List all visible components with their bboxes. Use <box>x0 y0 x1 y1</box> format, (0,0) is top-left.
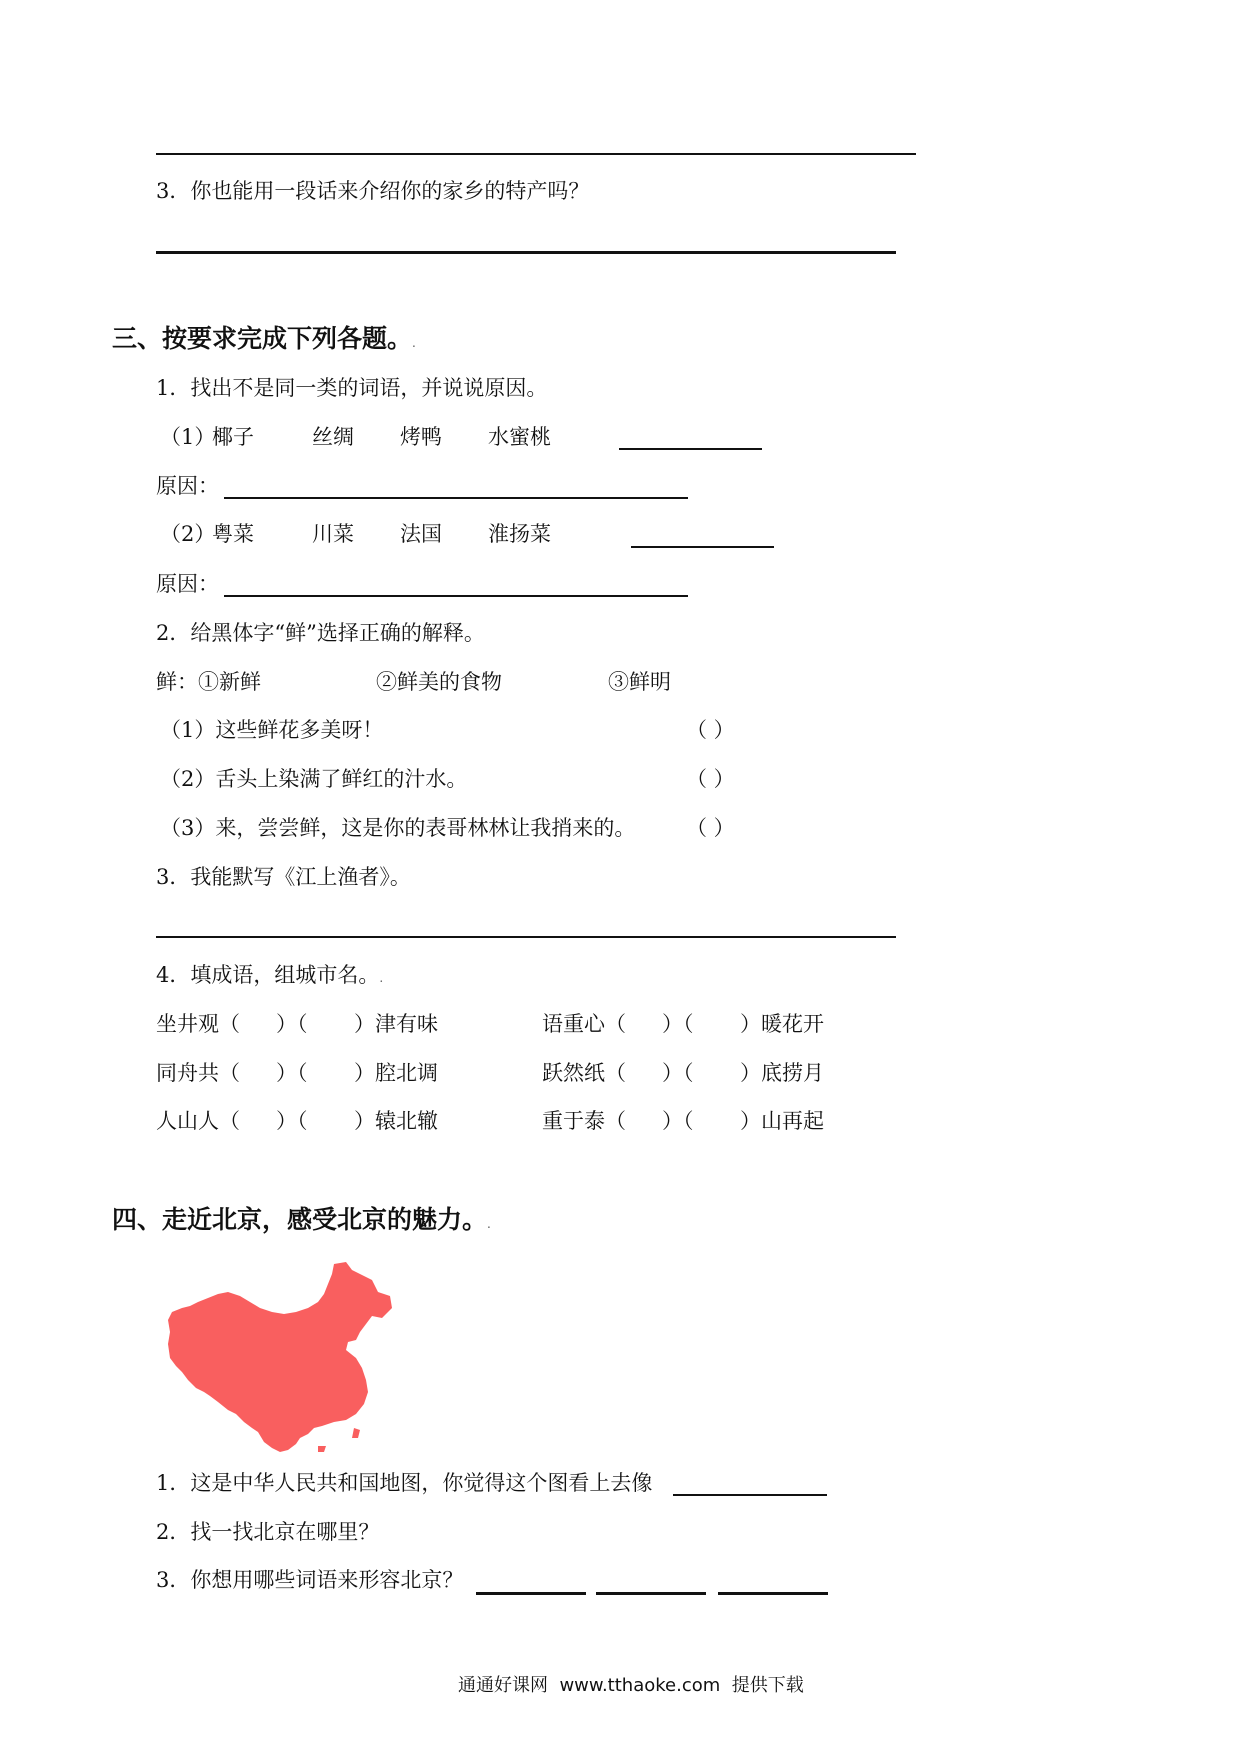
s3-q1-row2-word: 淮扬菜 <box>488 522 551 546</box>
s3-q2-answer-paren[interactable]: （ ） <box>686 718 735 742</box>
s3-q1-row1-answer-line[interactable] <box>619 448 762 450</box>
footer-text: 通通好课网 www.tthaoke.com 提供下载 <box>458 1675 804 1696</box>
s3-q2-prompt: 2．给黑体字“鲜”选择正确的解释。 <box>156 621 485 645</box>
idiom-left: ）腔北调 <box>354 1061 438 1085</box>
s4-q3-answer-line-1[interactable] <box>476 1592 586 1595</box>
reason-line-1[interactable] <box>224 497 688 499</box>
china-map-shape <box>168 1262 392 1452</box>
idiom-right[interactable]: ）（ <box>662 1109 694 1133</box>
s3-q3-prompt: 3．我能默写《江上渔者》。 <box>156 865 411 889</box>
s3-q1-row1-word: 烤鸭 <box>400 425 442 449</box>
idiom-right: 跃然纸（ <box>542 1061 626 1085</box>
idiom-left: ）津有味 <box>354 1012 438 1036</box>
s3-q2-answer-paren[interactable]: （ ） <box>686 816 735 840</box>
s3-q2-sentence: （2）舌头上染满了鲜红的汁水。 <box>160 767 468 791</box>
idiom-right: 语重心（ <box>542 1012 626 1036</box>
idiom-left: 同舟共（ <box>156 1061 240 1085</box>
s3-q2-option: ③鲜明 <box>608 670 671 694</box>
idiom-left[interactable]: ）（ <box>276 1109 308 1133</box>
idiom-right: 重于泰（ <box>542 1109 626 1133</box>
idiom-left: 坐井观（ <box>156 1012 240 1036</box>
idiom-right: ）山再起 <box>740 1109 824 1133</box>
s3-q4-prompt: 4．填成语，组城市名。. <box>156 963 384 987</box>
answer-line-q2-3[interactable] <box>156 251 896 254</box>
s3-q2-answer-paren[interactable]: （ ） <box>686 767 735 791</box>
reason-label: 原因： <box>156 572 219 596</box>
s4-q3: 3．你想用哪些词语来形容北京？ <box>156 1568 464 1592</box>
s3-q1-row2-word: 川菜 <box>312 522 354 546</box>
s3-q1-row2-word: 粤菜 <box>212 522 254 546</box>
s3-q1-row1-word: 丝绸 <box>312 425 354 449</box>
q2-item3: 3．你也能用一段话来介绍你的家乡的特产吗？ <box>156 179 590 203</box>
s4-q2: 2．找一找北京在哪里？ <box>156 1520 380 1544</box>
idiom-left[interactable]: ）（ <box>276 1012 308 1036</box>
s3-q1-row1-word: 水蜜桃 <box>488 425 551 449</box>
idiom-left: 人山人（ <box>156 1109 240 1133</box>
s4-q3-answer-line-3[interactable] <box>718 1592 828 1595</box>
s3-q2-option: ②鲜美的食物 <box>376 670 502 694</box>
s4-q3-answer-line-2[interactable] <box>596 1592 706 1595</box>
s3-q1-row1-word: 椰子 <box>212 425 254 449</box>
s3-q2-head: 鲜： <box>156 670 198 694</box>
s3-q2-option: ①新鲜 <box>198 670 261 694</box>
section4-title: 四、走近北京，感受北京的魅力。. <box>112 1205 491 1234</box>
china-map-image <box>168 1262 392 1454</box>
idiom-left: ）辕北辙 <box>354 1109 438 1133</box>
idiom-right[interactable]: ）（ <box>662 1012 694 1036</box>
s4-q1-answer-line[interactable] <box>673 1494 827 1496</box>
reason-line-2[interactable] <box>224 595 688 597</box>
answer-line-prev[interactable] <box>156 153 916 155</box>
idiom-right: ）暖花开 <box>740 1012 824 1036</box>
s3-q1-row1-label: （1） <box>160 425 216 449</box>
idiom-right: ）底捞月 <box>740 1061 824 1085</box>
idiom-right[interactable]: ）（ <box>662 1061 694 1085</box>
s3-q1-row2-word: 法国 <box>400 522 442 546</box>
s3-q2-sentence: （1）这些鲜花多美呀！ <box>160 718 384 742</box>
s3-q2-sentence: （3）来，尝尝鲜，这是你的表哥林林让我捎来的。 <box>160 816 636 840</box>
s3-q1-row2-answer-line[interactable] <box>631 546 774 548</box>
idiom-left[interactable]: ）（ <box>276 1061 308 1085</box>
s3-q3-answer-line[interactable] <box>156 936 896 938</box>
s3-q1-row2-label: （2） <box>160 522 216 546</box>
section3-title: 三、按要求完成下列各题。. <box>112 324 416 353</box>
s3-q1-prompt: 1．找出不是同一类的词语，并说说原因。 <box>156 376 548 400</box>
s4-q1: 1．这是中华人民共和国地图，你觉得这个图看上去像 <box>156 1471 653 1495</box>
reason-label: 原因： <box>156 474 219 498</box>
